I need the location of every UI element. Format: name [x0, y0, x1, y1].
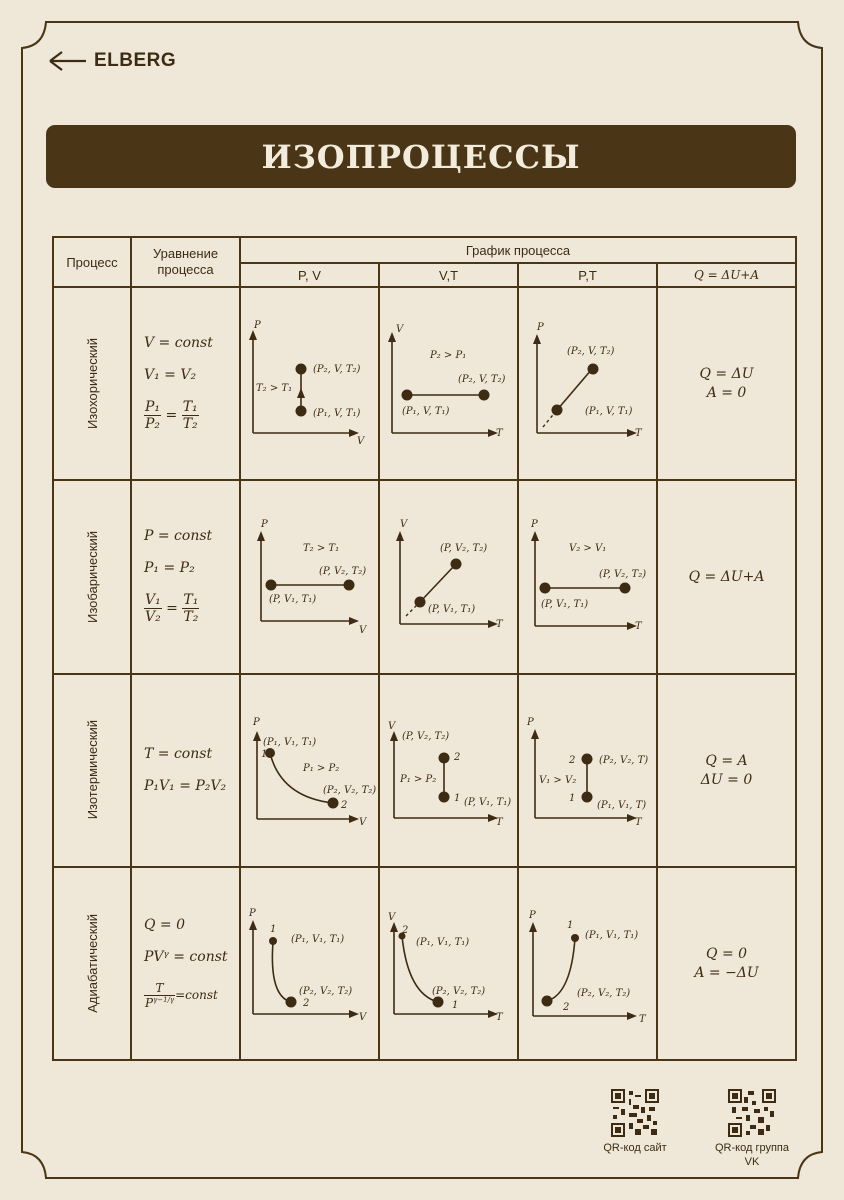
pv-graph-isobaric [241, 481, 378, 672]
header-q: Q = ΔU+A [657, 263, 796, 287]
svg-text:V₁ > V₂: V₁ > V₂ [539, 774, 577, 786]
pt-graph-isobaric [519, 481, 656, 672]
svg-text:T₂ > T₁: T₂ > T₁ [303, 543, 340, 555]
svg-text:1: 1 [569, 792, 576, 804]
logo-text: ELBERG [94, 50, 177, 71]
svg-text:1: 1 [567, 919, 574, 931]
header-vt: V,T [379, 263, 518, 287]
pv-graph-adiabatic [241, 868, 378, 1059]
svg-text:(P₂, V₂, T₂): (P₂, V₂, T₂) [577, 987, 631, 999]
svg-text:2: 2 [303, 997, 310, 1009]
header-pt: P,T [518, 263, 657, 287]
svg-text:V: V [357, 436, 365, 448]
q-cell [657, 287, 796, 480]
equation-cell [131, 287, 240, 480]
svg-text:1: 1 [270, 923, 277, 935]
svg-text:(P₂, V₂, T₂): (P₂, V₂, T₂) [323, 784, 377, 796]
svg-text:T: T [635, 428, 642, 440]
vt-graph-isothermal [380, 675, 517, 866]
qr-code-vk[interactable] [728, 1089, 776, 1137]
q-formula: A = 0 [706, 385, 747, 402]
equation-line: PVᵞ = const [144, 948, 228, 965]
q-formula: Q = A [705, 752, 748, 769]
svg-text:T: T [635, 816, 642, 828]
svg-text:T₂ > T₁: T₂ > T₁ [256, 383, 293, 395]
svg-text:(P₁, V₁, T₁): (P₁, V₁, T₁) [263, 736, 317, 748]
svg-text:P: P [249, 907, 256, 919]
pv-graph-isochoric [241, 288, 378, 479]
equation-line: P = const [144, 528, 213, 545]
q-cell [657, 674, 796, 867]
page-title: ИЗОПРОЦЕССЫ [261, 137, 581, 176]
svg-text:(P₂, V₂, T): (P₂, V₂, T) [599, 754, 649, 766]
svg-text:1: 1 [261, 748, 268, 760]
svg-text:(P₁, V₁, T₁): (P₁, V₁, T₁) [416, 936, 470, 948]
graph-pv [240, 287, 379, 480]
pt-graph-adiabatic [519, 868, 656, 1059]
q-cell [657, 867, 796, 1060]
row-isochoric [53, 287, 796, 480]
logo [48, 50, 176, 72]
graph-pv [240, 480, 379, 673]
equation-line: V = const [144, 335, 213, 352]
svg-text:(P, V₁, T₁): (P, V₁, T₁) [428, 604, 476, 616]
svg-text:P: P [261, 519, 268, 531]
pt-graph-isochoric [519, 288, 656, 479]
svg-text:(P₁, V, T₁): (P₁, V, T₁) [585, 406, 633, 418]
qr-code-site[interactable] [611, 1089, 659, 1137]
svg-text:(P₂, V, T₂): (P₂, V, T₂) [567, 346, 615, 358]
graph-vt [379, 867, 518, 1060]
svg-text:2: 2 [454, 751, 461, 763]
svg-text:P: P [537, 322, 544, 334]
svg-text:2: 2 [402, 924, 409, 936]
q-formula: Q = ΔU [699, 366, 754, 383]
svg-text:V: V [400, 519, 408, 531]
header-equation: Уравнение процесса [131, 237, 240, 287]
equation-line: P₁V₁ = P₂V₂ [144, 778, 227, 795]
process-name-cell [53, 287, 131, 480]
graph-pt [518, 287, 657, 480]
q-formula: Q = ΔU+A [688, 568, 765, 585]
graph-pt [518, 480, 657, 673]
svg-text:(P, V₁, T₁): (P, V₁, T₁) [269, 594, 317, 606]
svg-text:(P₁, V₁, T): (P₁, V₁, T) [597, 799, 647, 811]
row-isothermal [53, 674, 796, 867]
q-formula: Q = 0 [706, 945, 748, 962]
pt-graph-isothermal [519, 675, 656, 866]
svg-text:(P, V₂, T₂): (P, V₂, T₂) [599, 569, 647, 581]
equation-line: V₁ = V₂ [144, 367, 197, 384]
vt-graph-adiabatic [380, 868, 517, 1059]
svg-text:(P₁, V₁, T₁): (P₁, V₁, T₁) [585, 929, 639, 941]
svg-text:P: P [527, 716, 534, 728]
q-cell [657, 480, 796, 673]
svg-text:V: V [396, 324, 404, 336]
title-banner [46, 125, 796, 188]
svg-text:(P, V₂, T₂): (P, V₂, T₂) [402, 730, 450, 742]
svg-text:P₂ > P₁: P₂ > P₁ [430, 350, 467, 362]
equation-fraction: $\frac{\text{P₁}}{\text{P₂}}$ = $\frac{\text{T₁}}{\text{T₂}}$ [145, 399, 198, 433]
header-graph: График процесса [240, 237, 796, 263]
q-formula: A = −ΔU [694, 964, 759, 981]
equation-fraction: $\frac{\text{V₁}}{\text{V₂}}$ = $\frac{\text{T₁}}{\text{T₂}}$ [145, 592, 199, 626]
svg-text:(P, V₂, T₂): (P, V₂, T₂) [440, 543, 488, 555]
header-pv: P, V [240, 263, 379, 287]
svg-text:T: T [496, 619, 503, 631]
header-process: Процесс [53, 237, 131, 287]
row-isobaric [53, 480, 796, 673]
svg-text:P: P [253, 716, 260, 728]
svg-text:V: V [359, 816, 367, 828]
svg-text:(P₂, V, T₂): (P₂, V, T₂) [313, 364, 361, 376]
svg-text:V: V [388, 911, 396, 923]
svg-text:P₁ > P₂: P₁ > P₂ [303, 762, 340, 774]
svg-text:P₁ > P₂: P₁ > P₂ [400, 773, 437, 785]
process-name: Адиабатический [84, 913, 100, 1013]
svg-text:(P₂, V₂, T₂): (P₂, V₂, T₂) [432, 985, 486, 997]
equation-cell [131, 867, 240, 1060]
svg-text:V: V [359, 1011, 367, 1023]
equation-cell [131, 674, 240, 867]
process-name-cell [53, 674, 131, 867]
svg-text:T: T [496, 428, 503, 440]
equation-line: P₁ = P₂ [144, 560, 195, 577]
svg-text:T: T [496, 816, 503, 828]
graph-pt [518, 674, 657, 867]
svg-text:1: 1 [452, 999, 459, 1011]
process-name: Изохорический [84, 338, 100, 430]
svg-text:(P, V₁, T₁): (P, V₁, T₁) [464, 796, 512, 808]
svg-text:V: V [388, 720, 396, 732]
pv-graph-isothermal [241, 675, 378, 866]
process-name-cell [53, 480, 131, 673]
svg-text:T: T [635, 621, 642, 633]
equation-line: Q = 0 [144, 916, 186, 933]
row-adiabatic [53, 867, 796, 1060]
graph-vt [379, 287, 518, 480]
process-name-cell [53, 867, 131, 1060]
graph-pv [240, 867, 379, 1060]
svg-text:2: 2 [341, 799, 348, 811]
isoprocess-table [52, 236, 797, 1061]
svg-text:(P₁, V, T₁): (P₁, V, T₁) [402, 406, 450, 418]
svg-text:V₂ > V₁: V₂ > V₁ [569, 543, 607, 555]
svg-text:P: P [254, 320, 261, 332]
qr-caption-vk: QR-код группа VK [715, 1142, 789, 1168]
qr-caption-site: QR-код сайт [603, 1142, 667, 1154]
vt-graph-isochoric [380, 288, 517, 479]
process-name: Изотермический [84, 720, 100, 820]
graph-vt [379, 674, 518, 867]
svg-text:(P, V₁, T₁): (P, V₁, T₁) [541, 599, 589, 611]
q-formula: ΔU = 0 [700, 771, 753, 788]
equation-fraction: $\frac{T}{P^{\gamma-1/\gamma}}$ =const [145, 980, 218, 1010]
svg-text:2: 2 [563, 1001, 570, 1013]
svg-text:(P₁, V₁, T₁): (P₁, V₁, T₁) [291, 933, 345, 945]
svg-text:P: P [531, 519, 538, 531]
svg-text:1: 1 [454, 792, 461, 804]
svg-text:(P₂, V₂, T₂): (P₂, V₂, T₂) [299, 985, 353, 997]
svg-text:(P, V₂, T₂): (P, V₂, T₂) [319, 566, 367, 578]
svg-text:T: T [496, 1011, 503, 1023]
svg-text:(P₁, V, T₁): (P₁, V, T₁) [313, 408, 361, 420]
process-name: Изобарический [84, 530, 100, 623]
logo-mark-icon [48, 50, 88, 72]
graph-pv [240, 674, 379, 867]
svg-text:P: P [529, 909, 536, 921]
equation-cell [131, 480, 240, 673]
equation-line: T = const [144, 746, 213, 763]
svg-text:2: 2 [569, 754, 576, 766]
graph-pt [518, 867, 657, 1060]
graph-vt [379, 480, 518, 673]
svg-text:V: V [359, 625, 367, 637]
vt-graph-isobaric [380, 481, 517, 672]
svg-text:(P₂, V, T₂): (P₂, V, T₂) [458, 374, 506, 386]
svg-text:T: T [639, 1013, 646, 1025]
